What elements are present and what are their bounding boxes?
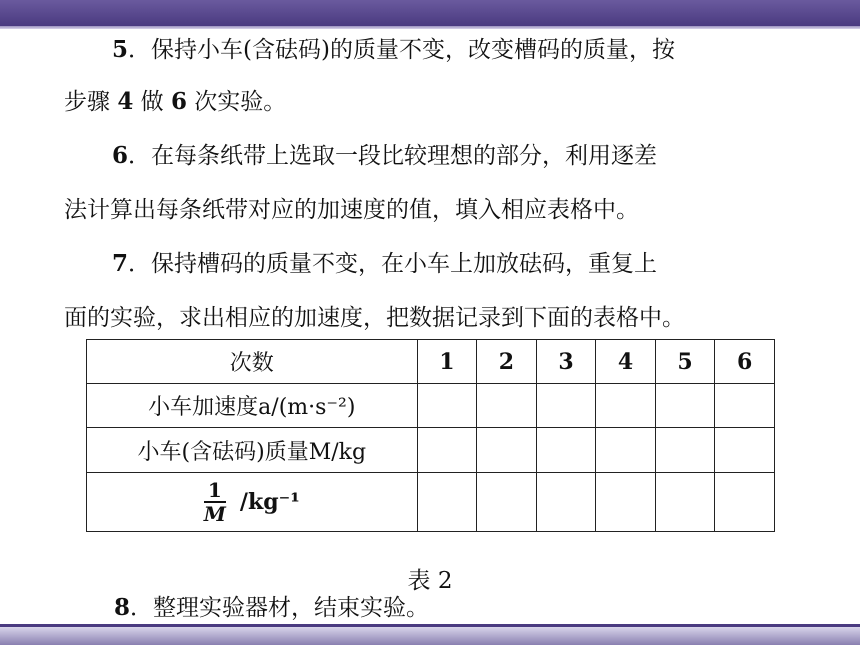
column-number: 6 (715, 340, 775, 384)
fraction (204, 479, 226, 525)
row-label-mass: 小车(含砝码)质量M/kg (87, 428, 418, 473)
unit-label: /kg⁻¹ (239, 489, 300, 515)
table-cell (477, 428, 537, 473)
fraction-numerator: 1 (204, 479, 226, 503)
table-header-row (87, 340, 775, 384)
step-5-line-1: 5．保持小车(含砝码)的质量不变，改变槽码的质量，按 (112, 36, 675, 63)
data-table (86, 339, 775, 532)
header-label: 次数 (87, 340, 418, 384)
fraction-denominator: M (203, 502, 226, 526)
step-5-line-2: 步骤 4 做 6 次实验。 (64, 88, 287, 115)
bottom-banner (0, 627, 860, 645)
table-row (87, 428, 775, 473)
step-7-line-2: 面的实验，求出相应的加速度，把数据记录到下面的表格中。 (64, 305, 685, 331)
table-cell (655, 473, 715, 532)
step-6-line-1: 6．在每条纸带上选取一段比较理想的部分，利用逐差 (112, 142, 658, 169)
row-label-acceleration: 小车加速度a/(m·s⁻²) (87, 384, 418, 428)
table-cell (715, 473, 775, 532)
table-cell (477, 473, 537, 532)
table-cell (536, 473, 596, 532)
table-cell (417, 473, 477, 532)
table-cell (596, 428, 656, 473)
column-number: 1 (417, 340, 477, 384)
row-label-inverse-mass (87, 473, 418, 532)
table-cell (715, 428, 775, 473)
step-6-line-2: 法计算出每条纸带对应的加速度的值，填入相应表格中。 (64, 197, 639, 223)
table-cell (477, 384, 537, 428)
table-cell (655, 384, 715, 428)
column-number: 2 (477, 340, 537, 384)
table-cell (417, 428, 477, 473)
table-cell (417, 384, 477, 428)
column-number: 4 (596, 340, 656, 384)
table-cell (536, 384, 596, 428)
top-divider (0, 26, 860, 29)
table-row (87, 473, 775, 532)
table-row (87, 384, 775, 428)
column-number: 3 (536, 340, 596, 384)
column-number: 5 (655, 340, 715, 384)
table-cell (536, 428, 596, 473)
table-caption: 表 2 (407, 568, 453, 594)
top-banner (0, 0, 860, 26)
table-cell (715, 384, 775, 428)
step-8: 8．整理实验器材，结束实验。 (114, 594, 430, 621)
step-7-line-1: 7．保持槽码的质量不变，在小车上加放砝码，重复上 (112, 250, 658, 277)
table-cell (596, 384, 656, 428)
table-cell (655, 428, 715, 473)
table-cell (596, 473, 656, 532)
